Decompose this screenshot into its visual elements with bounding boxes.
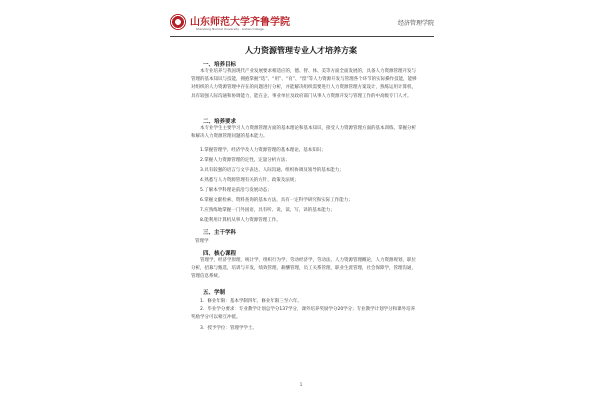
list-item: 7.应熟练地掌握一门外国语，具有听、说、读、写、译的基本能力； bbox=[200, 208, 335, 213]
list-item: 3．授予学位：管理学学士。 bbox=[200, 326, 257, 331]
section-heading-schooling: 五、学制 bbox=[203, 290, 226, 296]
document-page bbox=[150, 6, 452, 394]
list-item: 3.具有较强的语言与文字表达、人际沟通、组织协调及领导的基本能力； bbox=[200, 168, 344, 173]
section-heading-goal: 一、培养目标 bbox=[203, 62, 237, 68]
list-item: 2.掌握人力资源管理的定性、定量分析方法； bbox=[200, 158, 290, 163]
section-heading-requirement: 二、培养要求 bbox=[203, 119, 237, 125]
discipline-value: 管理学 bbox=[195, 239, 209, 244]
paragraph-requirement: 本专业学生主要学习人力资源管理方面的基本理论和基本知识，接受人力资源管理方面的基本训练，掌握分析和解决人力资源管理问题的基本能力。 bbox=[191, 126, 416, 140]
list-item: 6.掌握文献检索、资料查询的基本方法，具有一定科学研究和实际工作能力； bbox=[200, 198, 353, 203]
list-item: 1.掌握管理学、经济学及人力资源管理的基本理论、基本知识； bbox=[200, 148, 326, 153]
paragraph-courses: 管理学，经济学原理，统计学，组织行为学，劳动经济学，劳动法，人力资源管理概论，人力资源规划，职位分析，招募与甄选，培训与开发，绩效管理，薪酬管理，员工关系管理，职业生涯管理，社会保障学，管理沟通，管理信息系统。 bbox=[191, 258, 416, 280]
list-item: 2．毕业学分要求：专业教学计划总学分137学分，课外培养奖励学分20学分；专业教学计划学分和课外培养奖励学分可以相互冲抵。 bbox=[191, 307, 416, 321]
school-logo-icon bbox=[170, 14, 186, 30]
college-name: 经济管理学院 bbox=[397, 20, 434, 27]
list-item: 8.能利用计算机从事人力资源管理工作。 bbox=[200, 218, 281, 223]
page-number: 1 bbox=[299, 382, 303, 387]
header-divider bbox=[170, 36, 434, 37]
section-heading-discipline: 三、主干学科 bbox=[203, 230, 237, 236]
school-name: 山东师范大学齐鲁学院 bbox=[190, 17, 290, 28]
list-item: 4.熟悉与人力资源管理有关的方针、政策及法规； bbox=[200, 178, 299, 183]
school-subtitle: Shandong Normal University · Lishan College bbox=[196, 27, 264, 31]
paragraph-goal: 本专业培养与我国现代产业发展要求相适应的，德、智、体、美等方面全面发展的，具备人力资源管理开发与管理的基本知识与技能，拥抱掌握“选”、“用”、“育”、“留”等人力资源开发与管理各个环节的实际操作技能，能够对组织的人力资源管理中存在的问题进行分析，并能解决组织需要进行人力资源管理方案设计，熟练运用计算机，具有较强人际沟通和协调能力，能在企、事业单位及政府部门从事人力资源开发与管理工作的中高级专门人才。 bbox=[191, 69, 417, 99]
list-item: 1．修业年限：基本学制四年，修业年限三至六年。 bbox=[200, 299, 302, 304]
document-title: 人力资源管理专业人才培养方案 bbox=[245, 46, 357, 55]
list-item: 5.了解本学科理论前沿与发展动态； bbox=[200, 188, 272, 193]
section-heading-courses: 四、核心课程 bbox=[203, 251, 237, 257]
